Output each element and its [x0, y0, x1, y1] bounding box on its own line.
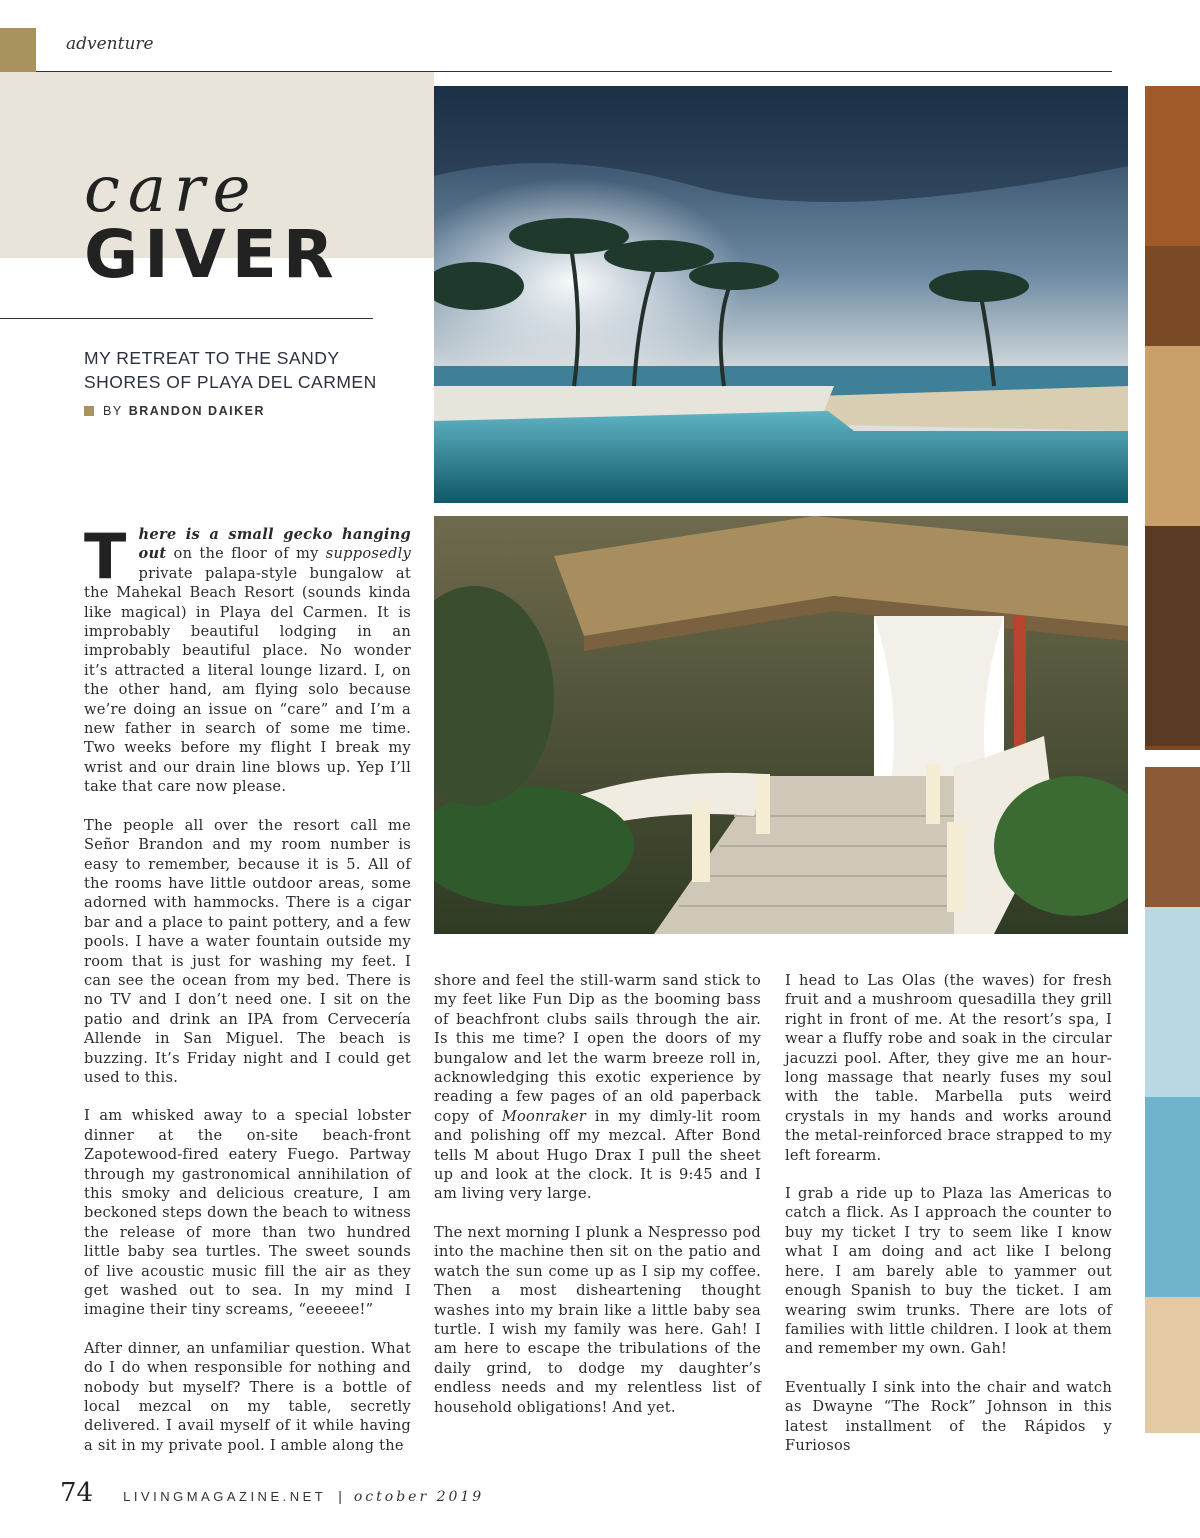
header-rule — [36, 71, 1112, 72]
palapa-walkway-photo — [434, 516, 1128, 934]
section-label: adventure — [66, 34, 154, 54]
footer-separator: | — [338, 1488, 342, 1504]
article-column-3 — [785, 971, 1112, 1455]
page-number: 74 — [60, 1478, 94, 1508]
section-tab-marker — [0, 28, 36, 72]
article-paragraph-1 — [84, 520, 411, 797]
article-paragraph-7: I head to Las Olas (the waves) for fresh fruit and a mushroom quesadilla they grill right in front of me. At the resort’s spa, I wear a fluffy robe and soak in the circular jacuzzi pool. After, they give me an hour-long massage that nearly fuses my soul with the table. Marbella puts weird crystals in my hands and works around the metal-reinforced brace strapped to my left forearm. — [785, 972, 1112, 1164]
article-paragraph-3: I am whisked away to a special lobster dinner at the on-site beach-front Zapotewood-fired eatery Fuego. Partway through my gastronomical annihilation of this smoky and delicious creature, I am beckoned steps down the beach to witness the release of more than two hundred little baby sea turtles. The sweet sounds of live acoustic music fill the air as they get washed out to sea. In my mind I imagine their tiny screams, “eeeeee!” — [84, 1107, 411, 1319]
subtitle: MY RETREAT TO THE SANDY SHORES OF PLAYA DEL CARMEN — [84, 348, 377, 392]
headline-line-2: GIVER — [84, 216, 340, 293]
article-paragraph-6: The next morning I plunk a Nespresso pod into the machine then sit on the patio and watch the sun come up as I sip my coffee. Then a most disheartening thought washes into my brain like a little baby sea turtle. I wish my family was here. Gah! I am here to escape the tribulations of the daily grind, to dodge my daughter’s endless needs and my relentless list of household obligations! And yet. — [434, 1223, 761, 1416]
spa-pool-photo — [1145, 767, 1200, 1433]
byline-author: BRANDON DAIKER — [128, 404, 265, 418]
article-paragraph-9: Eventually I sink into the chair and watch as Dwayne “The Rock” Johnson in this latest installment of the Rápidos y Furiosos — [785, 1378, 1112, 1454]
book-title: Moonraker — [501, 1107, 587, 1125]
page-footer — [60, 1478, 484, 1508]
drop-cap: T — [84, 520, 127, 593]
byline-prefix: BY — [103, 404, 123, 418]
lead-in: here is a small gecko hanging out — [138, 526, 411, 563]
paragraph-text: in my dimly-lit room and polishing off my mezcal. After Bond tells M about Hugo Drax I pull the sheet up and look at the clock. It is 9:45 and I am living very large. — [434, 1107, 761, 1203]
issue-date: october 2019 — [353, 1489, 485, 1505]
paragraph-text: shore and feel the still-warm sand stick to my feet like Fun Dip as the booming bass of beachfront clubs sails through the air. Is this me time? I open the doors of my bungalow and let the warm breeze roll in, acknowledging this exotic experience by reading a few pages of an old paperback copy of — [434, 972, 761, 1125]
byline — [84, 404, 265, 418]
article-paragraph-5 — [434, 971, 761, 1204]
article-column-2 — [434, 971, 761, 1417]
resort-bar-photo — [1145, 86, 1200, 750]
headline-line-1: care — [84, 153, 259, 227]
byline-square-icon — [84, 406, 94, 416]
beach-pool-palms-photo — [434, 86, 1128, 503]
title-rule — [0, 318, 373, 319]
paragraph-text: private palapa-style bungalow at the Mahekal Beach Resort (sounds kinda like magical) in Playa del Carmen. It is improbably beautiful lodging in an improbably beautiful place. No wonder it’s attracted a literal lounge lizard. I, on the other hand, am flying solo because we’re doing an issue on “care” and I’m a new father in search of some me time. Two weeks before my flight I break my wrist and our drain line blows up. Yep I’ll take that care now please. — [84, 564, 411, 796]
website-link[interactable]: LIVINGMAGAZINE.NET — [123, 1489, 327, 1504]
article-paragraph-8: I grab a ride up to Plaza las Americas to catch a flick. As I approach the counter to buy my ticket I try to seem like I know what I am doing and act like I belong here. I am barely able to yammer out enough Spanish to buy the ticket. I am wearing swim trunks. There are lots of families with little children. I look at them and remember my own. Gah! — [785, 1185, 1112, 1358]
article-paragraph-4: After dinner, an unfamiliar question. What do I do when responsible for nothing and nobody but myself? There is a bottle of local mezcal on my table, secretly delivered. I avail myself of it while having a sit in my private pool. I amble along the — [84, 1339, 411, 1454]
paragraph-emphasis: supposedly — [325, 545, 411, 563]
article-column-1 — [84, 520, 411, 1455]
paragraph-text: on the floor of my — [166, 545, 326, 563]
article-paragraph-2: The people all over the resort call me Señor Brandon and my room number is easy to remember, because it is 5. All of the rooms have little outdoor areas, some adorned with hammocks. There is a cigar bar and a place to paint pottery, and a few pools. I have a water fountain outside my room that is just for washing my feet. I can see the ocean from my bed. There is no TV and I don’t need one. I sit on the patio and drink an IPA from Cervecería Allende in San Miguel. The beach is buzzing. It’s Friday night and I could get used to this. — [84, 816, 411, 1086]
